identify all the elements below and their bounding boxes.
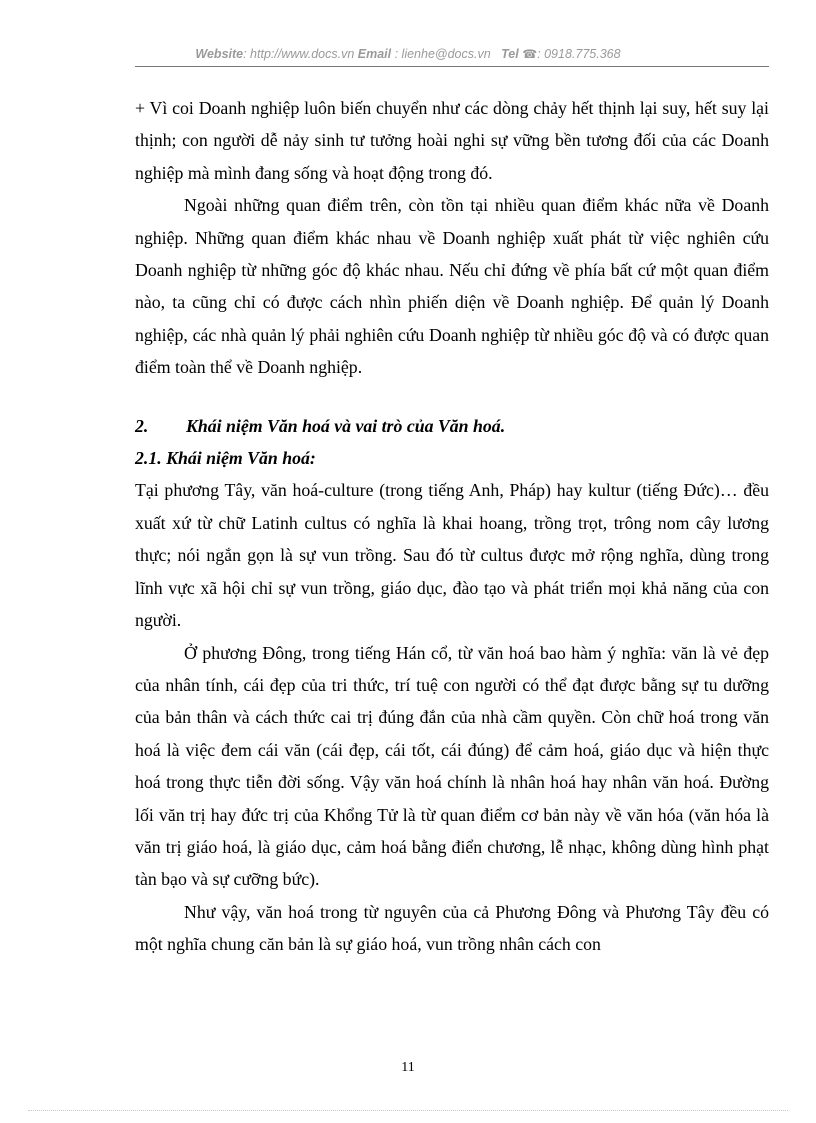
footer-divider: [28, 1110, 788, 1111]
paragraph-2: Ngoài những quan điểm trên, còn tồn tại nhiều quan điểm khác nữa về Doanh nghiệp. Những quan điểm khác nhau về Doanh nghiệp xuất phát từ việc nghiên cứu Doanh nghiệp từ những góc độ khác nhau. Nếu chỉ đứng về phía bất cứ một quan điểm nào, ta cũng chỉ có được cách nhìn phiến diện về Doanh nghiệp. Để quản lý Doanh nghiệp, các nhà quản lý phải nghiên cứu Doanh nghiệp từ nhiều góc độ và có được quan điểm toàn thể về Doanh nghiệp.: [135, 195, 769, 378]
section-title: Khái niệm Văn hoá và vai trò của Văn hoá.: [186, 415, 506, 436]
section-heading: [135, 410, 769, 442]
paragraph-3: Tại phương Tây, văn hoá-culture (trong tiếng Anh, Pháp) hay kultur (tiếng Đức)… đều xuất xứ từ chữ Latinh cultus có nghĩa là khai hoang, trồng trọt, trông nom cây lương thực; nói ngắn gọn là sự vun trồng. Sau đó từ cultus được mở rộng nghĩa, dùng trong lĩnh vực xã hội chỉ sự vun trồng, giáo dục, đào tạo và phát triển mọi khả năng của con người.: [135, 480, 769, 631]
email-value: : lienhe@docs.vn: [391, 47, 491, 61]
section-gap: [135, 384, 769, 410]
paragraph-1: + Vì coi Doanh nghiệp luôn biến chuyển như các dòng chảy hết thịnh lại suy, hết suy lại thịnh; con người dễ nảy sinh tư tưởng hoài nghi sự vững bền tương đối của các Doanh nghiệp mà mình đang sống và hoạt động trong đó.: [135, 98, 769, 183]
email-label: Email: [357, 47, 392, 61]
paragraph-5: Như vậy, văn hoá trong từ nguyên của cả Phương Đông và Phương Tây đều có một nghĩa chung căn bản là sự giáo hoá, vun trồng nhân cách con: [135, 901, 769, 955]
page-body: [135, 92, 769, 961]
paragraph-4: Ở phương Đông, trong tiếng Hán cổ, từ văn hoá bao hàm ý nghĩa: văn là vẻ đẹp của nhân tính, cái đẹp của tri thức, trí tuệ con người có thể đạt được bằng sự tu dưỡng của bản thân và cách thức cai trị đúng đắn của nhà cầm quyền. Còn chữ hoá trong văn hoá là việc đem cái văn (cái đẹp, cái tốt, cái đúng) để cảm hoá, giáo dục và hiện thực hoá trong thực tiễn đời sống. Vậy văn hoá chính là nhân hoá hay nhân văn hoá. Đường lối văn trị hay đức trị của Khổng Tử là từ quan điểm cơ bản này về văn hóa (văn hóa là văn trị giáo hoá, là giáo dục, cảm hoá bằng điển chương, lễ nhạc, không dùng hình phạt tàn bạo và sự cưỡng bức).: [135, 642, 769, 890]
page-number: 11: [401, 1060, 415, 1075]
section-number: 2.: [135, 415, 149, 436]
tel-value: : 0918.775.368: [537, 47, 621, 61]
website-label: Website: [195, 47, 244, 61]
subsection-heading: 2.1. Khái niệm Văn hoá:: [135, 448, 316, 469]
header-rule: [135, 66, 769, 67]
phone-icon: ☎: [522, 47, 538, 61]
page-header: [0, 47, 816, 61]
website-value: : http://www.docs.vn: [243, 47, 355, 61]
tel-label: Tel: [501, 47, 519, 61]
